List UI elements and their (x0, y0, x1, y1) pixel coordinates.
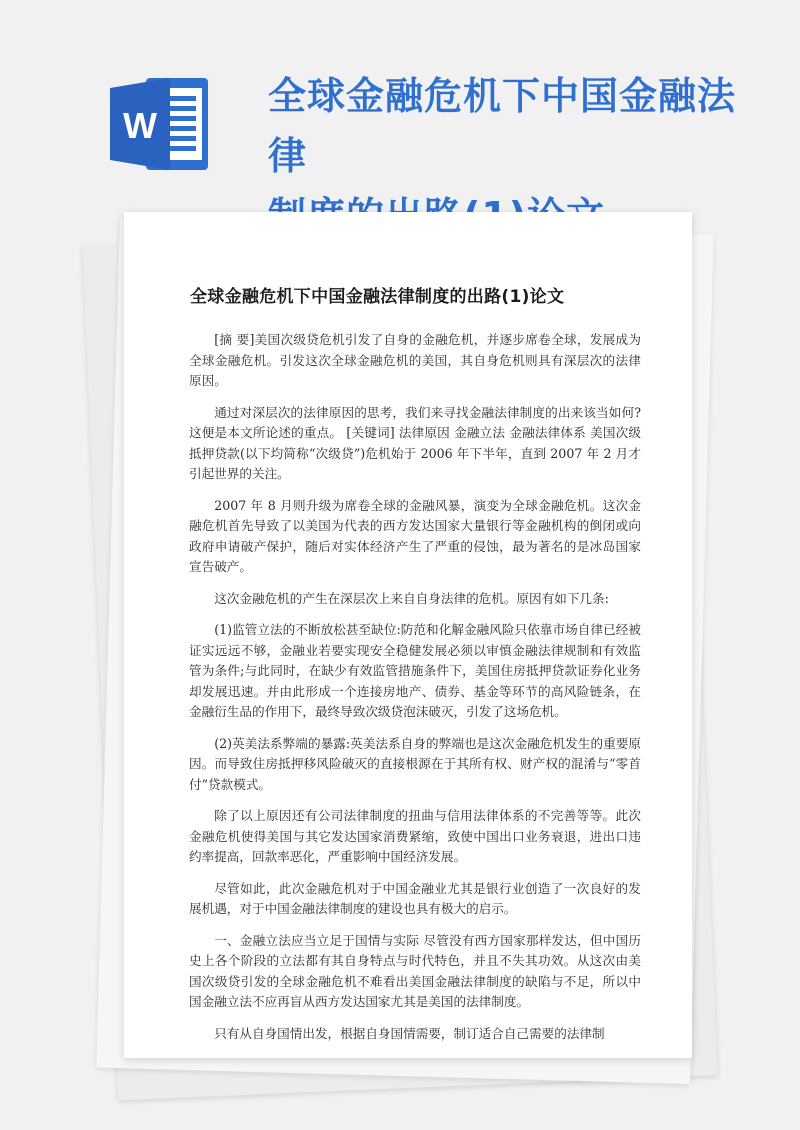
paragraph: 一、金融立法应当立足于国情与实际 尽管没有西方国家那样发达，但中国历史上各个阶段的立法都有其自身特点与时代特色，并且不失其功效。从这次由美国次级贷引发的全球金融危机不难看出美国金融法律制度的缺陷与不足，所以中国金融立法不应再盲从西方发达国家尤其是美国的法律制度。 (189, 932, 641, 1009)
paragraph: 这次金融危机的产生在深层次上来自自身法律的危机。原因有如下几条: (214, 590, 609, 606)
document-body (189, 330, 641, 1055)
word-document-icon (108, 72, 212, 176)
paragraph: 只有从自身国情出发，根据自身国情需要，制订适合自己需要的法律制 (214, 1025, 605, 1041)
document-title: 全球金融危机下中国金融法律制度的出路(1)论文 (190, 287, 565, 307)
paragraph: 尽管如此，此次金融危机对于中国金融业尤其是银行业创造了一次良好的发展机遇，对于中国金融法律制度的建设也具有极大的启示。 (189, 880, 641, 916)
paragraph: (1)监管立法的不断放松甚至缺位:防范和化解金融风险只依靠市场自律已经被证实远远不够，金融业若要实现安全稳健发展必须以审慎金融法律规制和有效监管为条件;与此同时，在缺少有效监管措施条件下，美国住房抵押贷款证券化业务却发展迅速。并由此形成一个连接房地产、债券、基金等环节的高风险链条，在金融衍生品的作用下，最终导致次级贷泡沫破灭，引发了这场危机。 (189, 622, 641, 719)
paragraph: 2007 年 8 月则升级为席卷全球的金融风暴，演变为全球金融危机。这次金融危机首先导致了以美国为代表的西方发达国家大量银行等金融机构的倒闭或向政府申请破产保护，随后对实体经济产生了严重的侵蚀，最为著名的是冰岛国家宣告破产。 (189, 497, 641, 574)
paragraph: 除了以上原因还有公司法律制度的扭曲与信用法律体系的不完善等等。此次金融危机使得美国与其它发达国家消费紧缩，致使中国出口业务衰退，进出口违约率提高，回款率恶化，严重影响中国经济发展。 (189, 808, 641, 864)
paragraph: [摘 要]美国次级贷危机引发了自身的金融危机，并逐步席卷全球，发展成为全球金融危机。引发这次全球金融危机的美国，其自身危机则具有深层次的法律原因。 (189, 332, 641, 388)
banner-title-line-1: 全球金融危机下中国金融法律 (268, 74, 737, 178)
banner (0, 0, 800, 210)
paragraph: 通过对深层次的法律原因的思考，我们来寻找金融法律制度的出来该当如何?这便是本文所论述的重点。 [关键词] 法律原因 金融立法 金融法律体系 美国次级抵押贷款(以下均简称“次级贷”)危机始于 2006 年下半年，直到 2007 年 2 月才引起世界的关注。 (189, 404, 641, 481)
svg-text:W: W (123, 105, 157, 146)
paragraph: (2)英美法系弊端的暴露:英美法系自身的弊端也是这次金融危机发生的重要原因。而导致住房抵押移风险破灭的直接根源在于其所有权、财产权的混淆与“零首付”贷款模式。 (189, 735, 641, 792)
document-page (124, 212, 692, 1058)
